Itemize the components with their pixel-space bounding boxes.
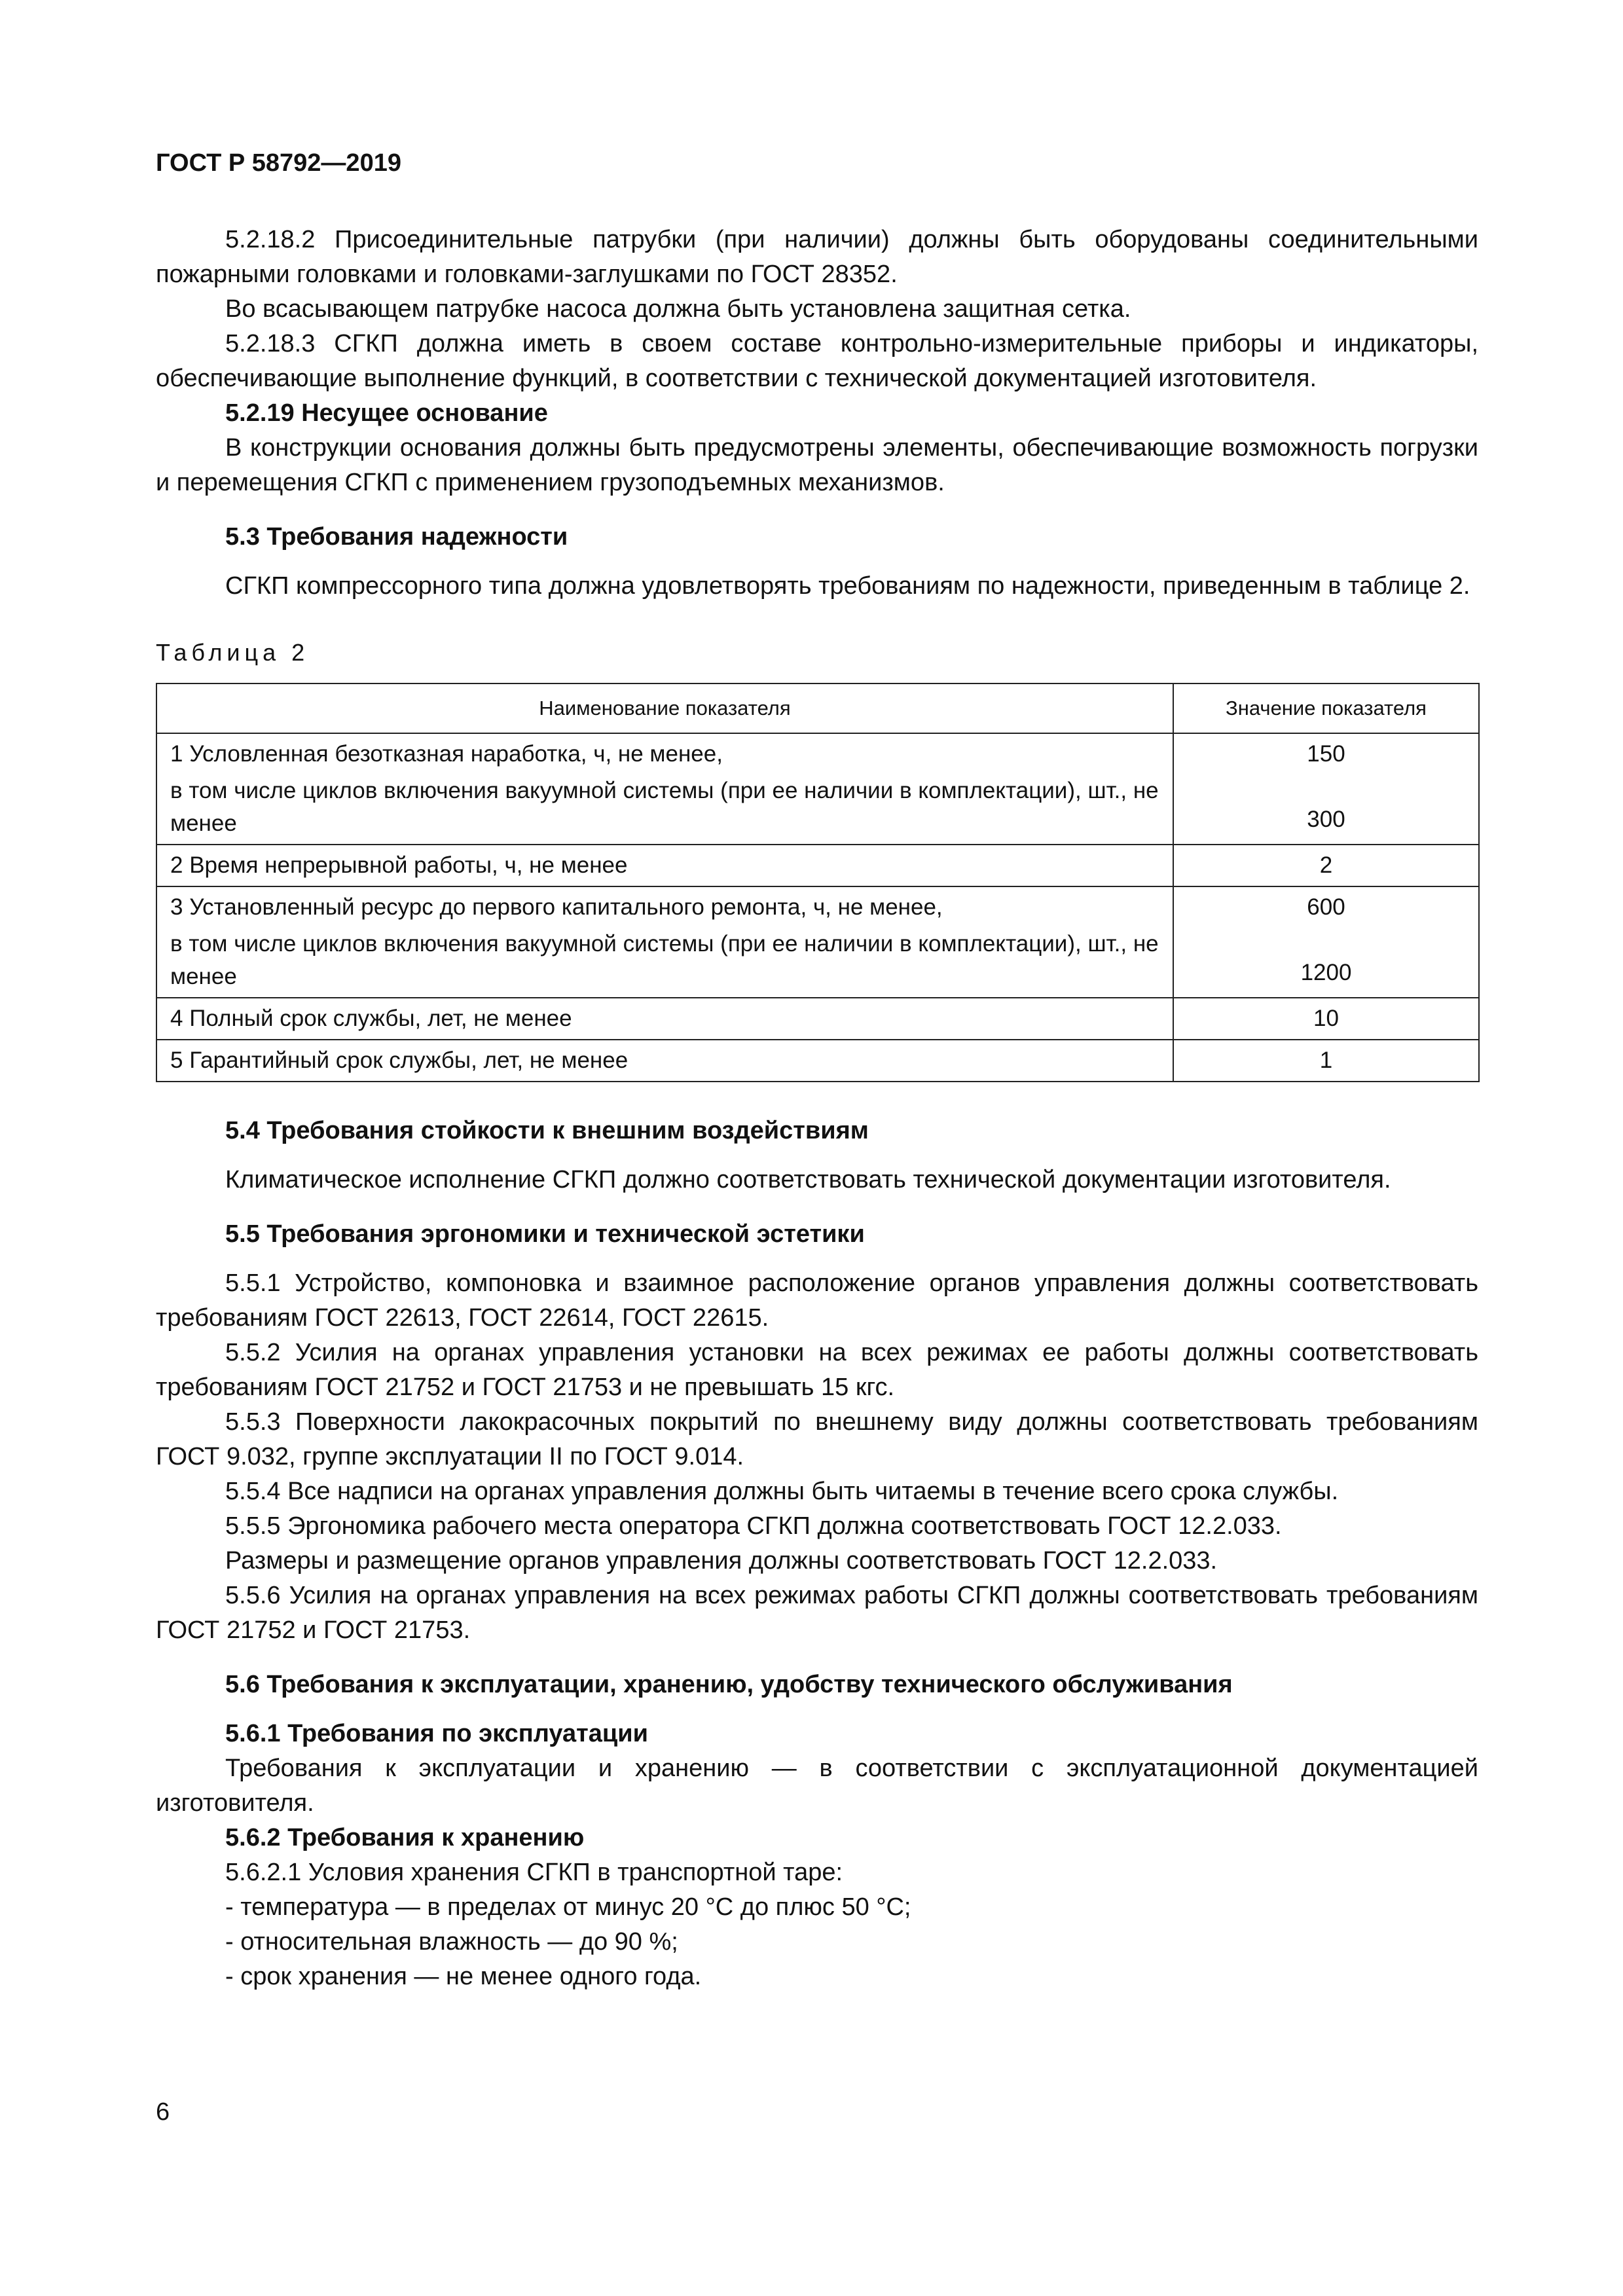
page-content (156, 223, 1478, 1994)
table-cell-value (1173, 733, 1479, 845)
paragraph-5-5-5: 5.5.5 Эргономика рабочего места оператора СГКП должна соответствовать ГОСТ 12.2.033. (225, 1512, 1282, 1540)
heading-5-5: 5.5 Требования эргономики и технической эстетики (225, 1220, 865, 1248)
row-1-value: 150 (1307, 741, 1345, 767)
table-cell-name (156, 733, 1173, 845)
list-item: - относительная влажность — до 90 %; (225, 1928, 678, 1956)
paragraph-suction-mesh: Во всасывающем патрубке насоса должна быть установлена защитная сетка. (225, 295, 1131, 323)
heading-5-6-2: 5.6.2 Требования к хранению (225, 1824, 585, 1851)
heading-5-4: 5.4 Требования стойкости к внешним воздействиям (225, 1117, 869, 1144)
table-row (156, 845, 1479, 886)
table-cell-value: 2 (1173, 845, 1479, 886)
table-cell-name (156, 886, 1173, 998)
table-cell-name: 4 Полный срок службы, лет, не менее (156, 998, 1173, 1040)
list-item: - температура — в пределах от минус 20 °С до плюс 50 °С; (225, 1893, 911, 1921)
table-row (156, 998, 1479, 1040)
table-cell-value: 1 (1173, 1040, 1479, 1082)
row-1-name: 1 Условленная безотказная наработка, ч, не менее, (170, 741, 723, 767)
paragraph-5-5-3: 5.5.3 Поверхности лакокрасочных покрытий по внешнему виду должны соответствовать требованиям ГОСТ 9.032, группе эксплуатации II по ГОСТ 9.014. (156, 1408, 1478, 1470)
paragraph-5-2-18-2: 5.2.18.2 Присоединительные патрубки (при наличии) должны быть оборудованы соединительными пожарными головками и головками-заглушками по ГОСТ 28352. (156, 226, 1478, 288)
table-row (156, 1040, 1479, 1082)
paragraph-5-2-19: В конструкции основания должны быть предусмотрены элементы, обеспечивающие возможность погрузки и перемещения СГКП с применением грузоподъемных механизмов. (156, 434, 1478, 496)
table-cell-name: 2 Время непрерывной работы, ч, не менее (156, 845, 1173, 886)
table-caption: Таблица 2 (156, 639, 310, 666)
row-3-value: 600 (1307, 894, 1345, 920)
table-row (156, 733, 1479, 845)
list-item: - срок хранения — не менее одного года. (225, 1963, 702, 1990)
paragraph-5-5-1: 5.5.1 Устройство, компоновка и взаимное расположение органов управления должны соответствовать требованиям ГОСТ 22613, ГОСТ 22614, ГОСТ 22615. (156, 1269, 1478, 1332)
row-3-value2: 1200 (1300, 960, 1352, 985)
table-header-value: Значение показателя (1173, 683, 1479, 733)
table-cell-value: 10 (1173, 998, 1479, 1040)
reliability-table (156, 683, 1480, 1082)
document-code: ГОСТ Р 58792—2019 (156, 149, 401, 177)
table-header-row (156, 683, 1479, 733)
row-3-sub: в том числе циклов включения вакуумной системы (при ее наличии в комплектации), шт., не менее (170, 931, 1159, 989)
paragraph-5-5-2: 5.5.2 Усилия на органах управления установки на всех режимах ее работы должны соответствовать требованиям ГОСТ 21752 и ГОСТ 21753 и не превышать 15 кгс. (156, 1339, 1478, 1401)
heading-5-6: 5.6 Требования к эксплуатации, хранению, удобству технического обслуживания (225, 1671, 1233, 1698)
table-cell-name: 5 Гарантийный срок службы, лет, не менее (156, 1040, 1173, 1082)
paragraph-5-3: СГКП компрессорного типа должна удовлетворять требованиям по надежности, приведенным в таблице 2. (225, 572, 1470, 600)
row-1-sub: в том числе циклов включения вакуумной системы (при ее наличии в комплектации), шт., не менее (170, 778, 1159, 836)
paragraph-5-6-1: Требования к эксплуатации и хранению — в соответствии с эксплуатационной документацией изготовителя. (156, 1755, 1478, 1817)
paragraph-5-4: Климатическое исполнение СГКП должно соответствовать технической документации изготовителя. (225, 1166, 1391, 1194)
paragraph-5-5-5b: Размеры и размещение органов управления должны соответствовать ГОСТ 12.2.033. (225, 1547, 1218, 1575)
table-cell-value (1173, 886, 1479, 998)
paragraph-5-5-4: 5.5.4 Все надписи на органах управления должны быть читаемы в течение всего срока службы. (225, 1478, 1339, 1505)
heading-5-2-19: 5.2.19 Несущее основание (225, 399, 548, 427)
row-3-name: 3 Установленный ресурс до первого капитального ремонта, ч, не менее, (170, 894, 943, 920)
row-1-value2: 300 (1307, 807, 1345, 832)
page-number: 6 (156, 2098, 170, 2126)
paragraph-5-2-18-3: 5.2.18.3 СГКП должна иметь в своем составе контрольно-измерительные приборы и индикаторы, обеспечивающие выполнение функций, в соответствии с технической документацией изготовителя. (156, 330, 1478, 392)
heading-5-6-1: 5.6.1 Требования по эксплуатации (225, 1720, 648, 1747)
paragraph-5-5-6: 5.5.6 Усилия на органах управления на всех режимах работы СГКП должны соответствовать требованиям ГОСТ 21752 и ГОСТ 21753. (156, 1582, 1478, 1644)
paragraph-5-6-2-1: 5.6.2.1 Условия хранения СГКП в транспортной таре: (225, 1859, 843, 1886)
table-header-name: Наименование показателя (156, 683, 1173, 733)
heading-5-3: 5.3 Требования надежности (225, 523, 568, 551)
table-row (156, 886, 1479, 998)
